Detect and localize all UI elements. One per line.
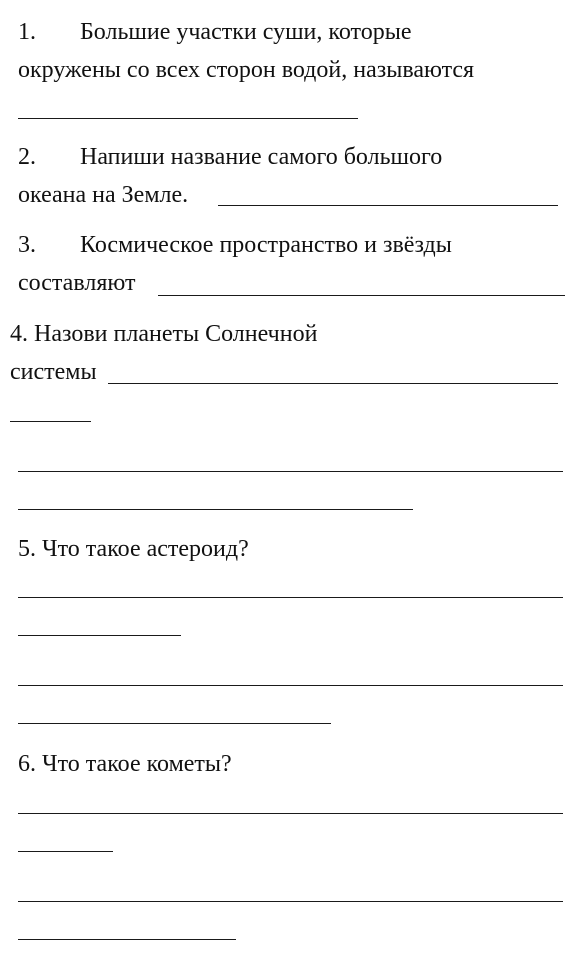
- answer-line[interactable]: [18, 685, 563, 686]
- answer-line[interactable]: [18, 635, 181, 636]
- answer-line[interactable]: [10, 421, 91, 422]
- answer-line[interactable]: [18, 901, 563, 902]
- question-2-number: 2.: [18, 144, 36, 170]
- question-6-text: 6. Что такое кометы?: [18, 751, 232, 777]
- question-3-number: 3.: [18, 232, 36, 258]
- answer-line[interactable]: [218, 205, 558, 206]
- question-1-number: 1.: [18, 19, 36, 45]
- answer-line[interactable]: [18, 723, 331, 724]
- question-2-text-line-1: Напиши название самого большого: [80, 144, 443, 170]
- answer-line[interactable]: [18, 509, 413, 510]
- question-2-text-line-2: океана на Земле.: [18, 182, 189, 208]
- question-3-text-line-2: составляют: [18, 270, 136, 296]
- question-4-text-line-1: 4. Назови планеты Солнечной: [10, 321, 318, 347]
- question-4-text-line-2: системы: [10, 359, 97, 385]
- answer-line[interactable]: [108, 383, 558, 384]
- answer-line[interactable]: [18, 851, 113, 852]
- answer-line[interactable]: [18, 471, 563, 472]
- question-5-text: 5. Что такое астероид?: [18, 536, 249, 562]
- question-1-text-line-2: окружены со всех сторон водой, называются: [18, 57, 475, 83]
- answer-line[interactable]: [18, 813, 563, 814]
- question-3-text-line-1: Космическое пространство и звёзды: [80, 232, 452, 258]
- answer-line[interactable]: [18, 597, 563, 598]
- answer-line[interactable]: [158, 295, 565, 296]
- answer-line[interactable]: [18, 939, 236, 940]
- question-1-text-line-1: Большие участки суши, которые: [80, 19, 412, 45]
- answer-line[interactable]: [18, 118, 358, 119]
